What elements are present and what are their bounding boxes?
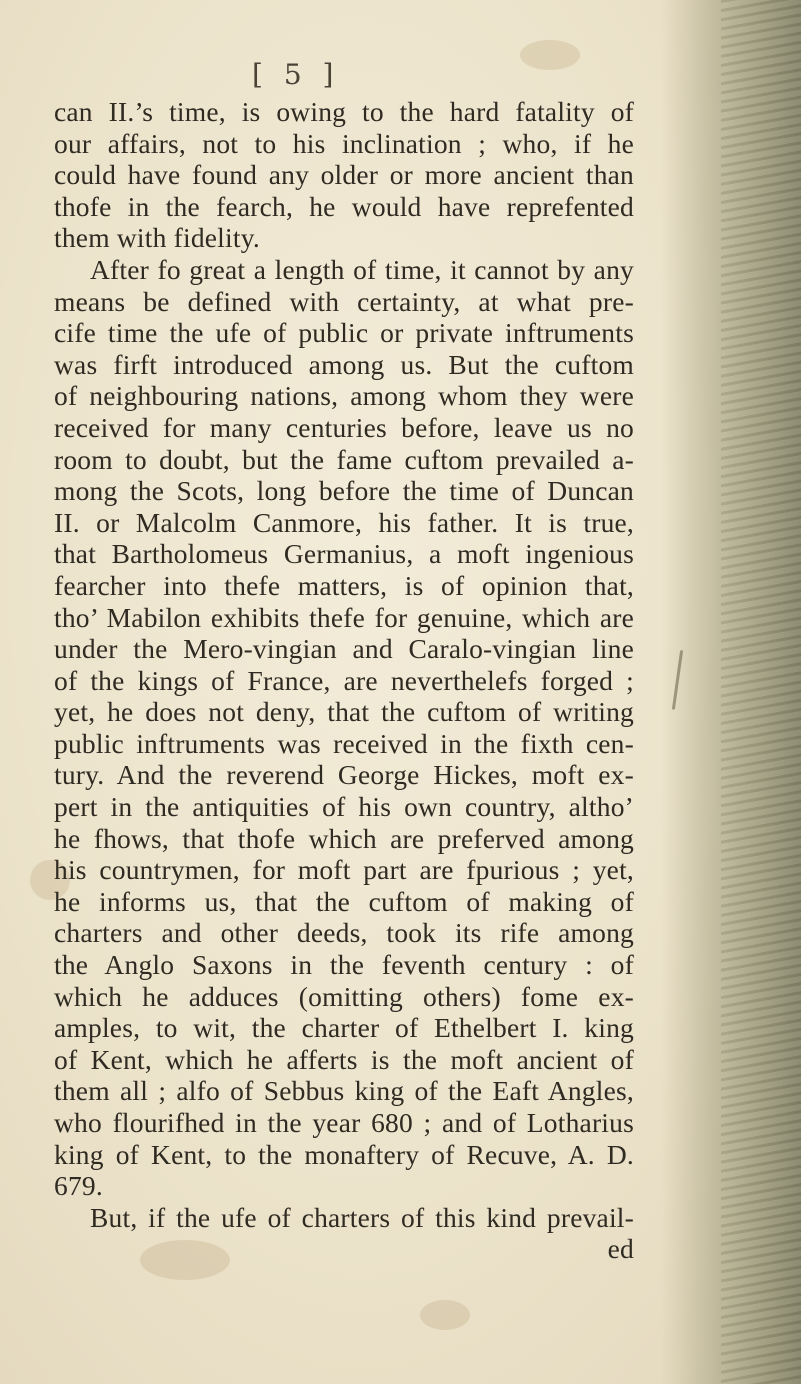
text-line: can II.’s time, is owing to the hard fatality of [54,96,634,127]
book-spine-edge [721,0,801,1384]
text-line: tury. And the reverend George Hickes, moft ex- [54,759,634,791]
text-line: them with fidelity. [54,222,260,254]
text-line: charters and other deeds, took its rife among [54,917,634,949]
text-line: our affairs, not to his inclination ; who, if he [54,127,634,159]
text-line: 679. [54,1170,103,1202]
text-line: who flourifhed in the year 680 ; and of Lotharius [54,1107,634,1138]
text-line: the Anglo Saxons in the feventh century : of [54,949,634,981]
foxing-stain [520,40,580,70]
foxing-stain [420,1300,470,1330]
catchword: ed [607,1233,634,1265]
body-text [54,96,634,1265]
text-line: After fo great a length of time, it cannot by any [90,253,634,285]
text-line: mong the Scots, long before the time of Duncan [54,475,634,507]
text-line: pert in the antiquities of his own country, altho’ [54,791,634,823]
text-line: his countrymen, for moft part are fpurious ; yet, [54,854,634,886]
text-line: of the kings of France, are neverthelefs forged ; [54,664,634,696]
text-line: yet, he does not deny, that the cuftom of writing [54,696,634,728]
text-line: was firft introduced among us. But the cuftom [54,348,634,380]
text-line: fearcher into thefe matters, is of opinion that, [54,569,634,601]
text-line: that Bartholomeus Germanius, a moft ingenious [54,538,634,570]
text-line: But, if the ufe of charters of this kind prevail- [90,1201,634,1233]
text-line: he fhows, that thofe which are preferved among [54,822,634,854]
text-line: king of Kent, to the monaftery of Recuve, A. D. [54,1138,634,1170]
text-line: he informs us, that the cuftom of making of [54,885,634,917]
text-line: public inftruments was received in the fixth cen- [54,727,634,759]
text-line: thofe in the fearch, he would have reprefented [54,190,634,222]
text-line: them all ; alfo of Sebbus king of the Eaft Angles, [54,1075,634,1107]
text-line: II. or Malcolm Canmore, his father. It is true, [54,506,634,538]
text-line: of Kent, which he afferts is the moft ancient of [54,1043,634,1075]
text-line: which he adduces (omitting others) fome ex- [54,980,634,1012]
text-line: cife time the ufe of public or private inftruments [54,317,634,349]
text-line: tho’ Mabilon exhibits thefe for genuine, which are [54,601,634,633]
text-line: means be defined with certainty, at what pre- [54,285,634,317]
text-line: received for many centuries before, leave us no [54,411,634,443]
text-line: of neighbouring nations, among whom they were [54,380,634,412]
page-number: [ 5 ] [252,58,340,91]
text-line: room to doubt, but the fame cuftom prevailed a- [54,443,634,475]
text-line: under the Mero-vingian and Caralo-vingian line [54,633,634,665]
text-line: could have found any older or more ancient than [54,159,634,191]
text-line: amples, to wit, the charter of Ethelbert I. king [54,1012,634,1044]
